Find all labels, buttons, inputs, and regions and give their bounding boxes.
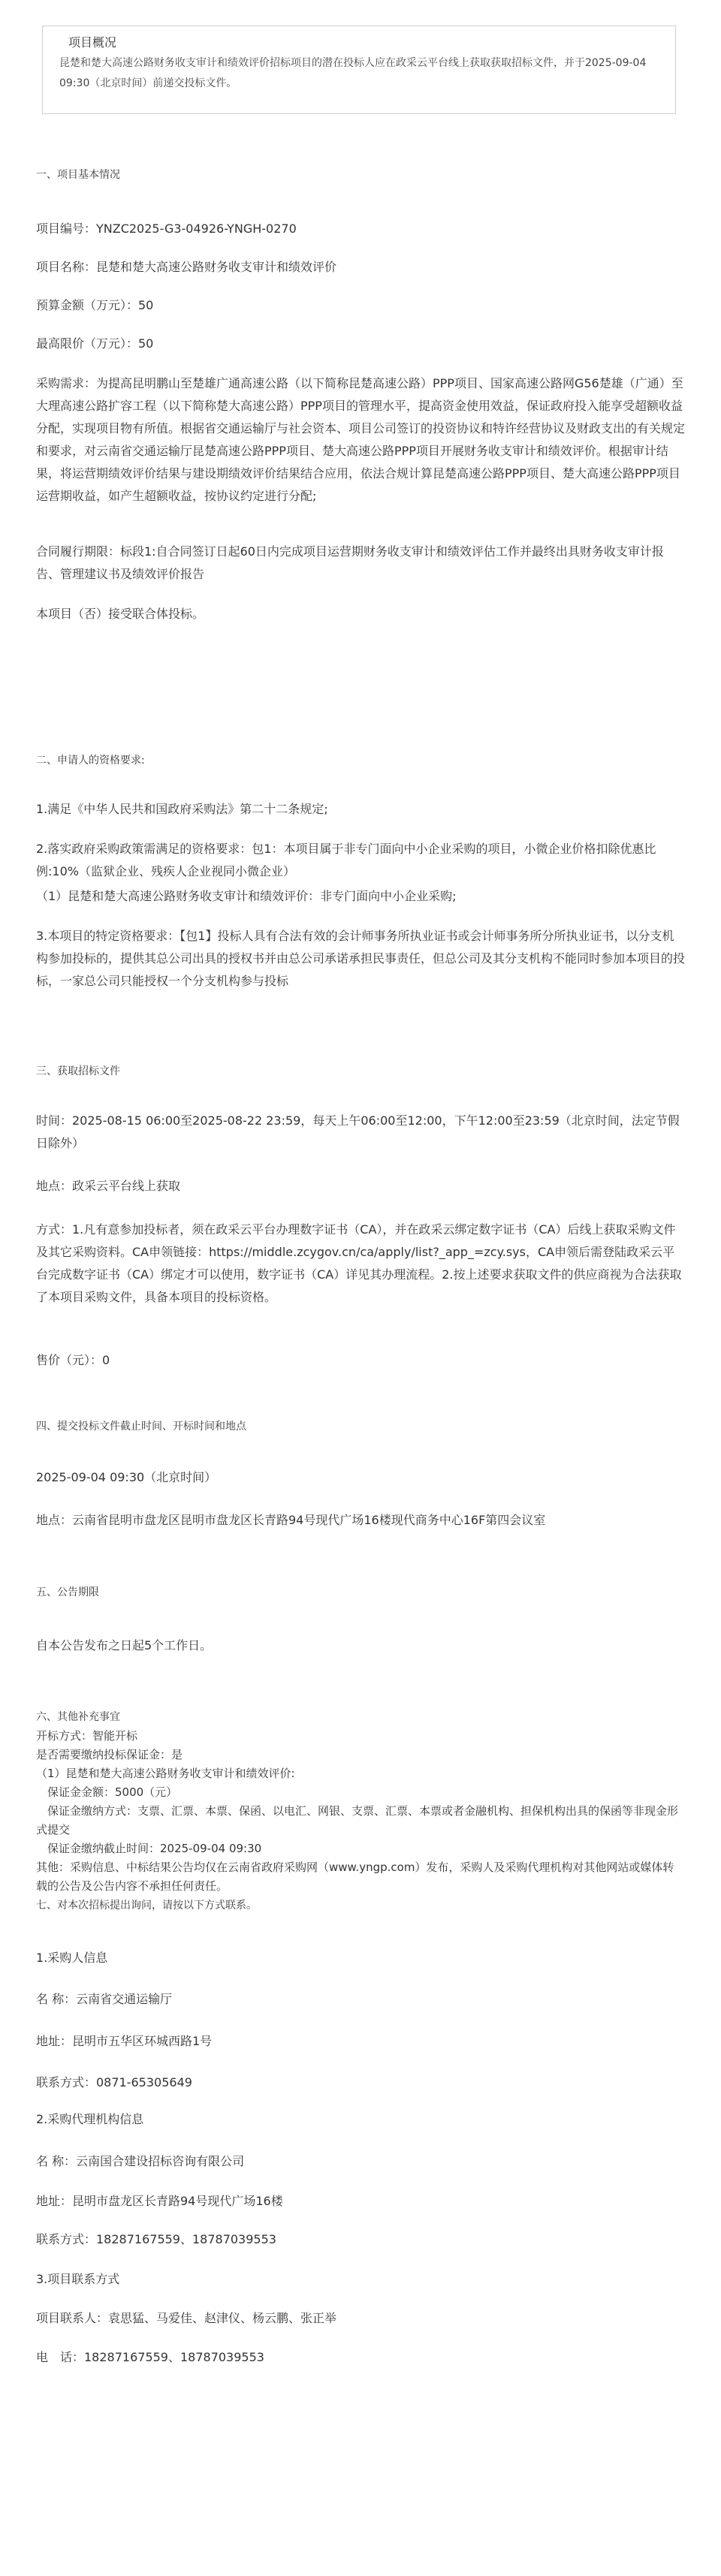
info-line: 其他：采购信息、中标结果公告均仅在云南省政府采购网（www.yngp.com）发布，采购人及采购代理机构对其他网站或媒体转载的公告及公告内容不承担任何责任。 (36, 1860, 674, 1893)
info-line: 保证金缴纳方式：支票、汇票、本票、保函、以电汇、网银、支票、汇票、本票或者金融机构、担保机构出具的保函等非现金形式提交 (36, 1804, 679, 1836)
project-name: 项目名称：昆楚和楚大高速公路财务收支审计和绩效评价 (36, 260, 337, 274)
contract-period: 合同履行期限：标段1:自合同签订日起60日内完成项目运营期财务收支审计和绩效评估工作并最终出具财务收支审计报告、管理建议书及绩效评价报告 (36, 544, 664, 581)
project-number: 项目编号：YNZC2025-G3-04926-YNGH-0270 (36, 221, 297, 236)
buyer-info-title: 1.采购人信息 (36, 1951, 108, 1965)
section1-heading: 一、项目基本情况 (36, 169, 120, 181)
bid-place: 地点：云南省昆明市盘龙区昆明市盘龙区长青路94号现代广场16楼现代商务中心16F第四会议室 (36, 1513, 546, 1527)
qualification-item-3: 3.本项目的特定资格要求：【包1】投标人具有合法有效的会计师事务所执业证书或会计师事务所分所执业证书，以分支机构参加投标的，提供其总公司出具的授权书并由总公司承诺承担民事责任，但总公司及其分支机构不能同时参加本项目的投标，一家总公司只能授权一个分支机构参与投标 (36, 929, 686, 988)
info-line: 保证金缴纳截止时间：2025-09-04 09:30 (36, 1842, 262, 1855)
info-line: 保证金金额：5000（元） (36, 1785, 178, 1799)
max-price: 最高限价（万元）：50 (36, 336, 154, 351)
qualification-item-2: 2.落实政府采购政策需满足的资格要求：包1：本项目属于非专门面向中小企业采购的项目，小微企业价格扣除优惠比例:10%（监狱企业、残疾人企业视同小微企业） (36, 842, 656, 878)
supplementary-info (36, 1727, 685, 1896)
agency-name: 名 称：云南国合建设招标咨询有限公司 (36, 2154, 245, 2168)
buyer-contact: 联系方式：0871-65305649 (36, 2075, 192, 2089)
buyer-address: 地址：昆明市五华区环城西路1号 (36, 2034, 213, 2048)
info-line: 是否需要缴纳投标保证金：是 (36, 1748, 183, 1761)
section3-heading: 三、获取招标文件 (36, 1065, 120, 1077)
info-line: （1）昆楚和楚大高速公路财务收支审计和绩效评价: (36, 1767, 295, 1780)
document-time: 时间：2025-08-15 06:00至2025-08-22 23:59，每天上午06:00至12:00，下午12:00至23:59（北京时间，法定节假日除外） (36, 1113, 680, 1150)
agency-info-title: 2.采购代理机构信息 (36, 2112, 144, 2126)
project-contact-title: 3.项目联系方式 (36, 2272, 120, 2286)
section6-heading: 六、其他补充事宜 (36, 1711, 120, 1723)
project-contact-people: 项目联系人：袁思猛、马爱佳、赵津仪、杨云鹏、张正举 (36, 2311, 337, 2325)
document-place: 地点：政采云平台线上获取 (36, 1179, 181, 1193)
consortium-note: 本项目（否）接受联合体投标。 (36, 607, 205, 621)
overview-text: 昆楚和楚大高速公路财务收支审计和绩效评价招标项目的潜在投标人应在政采云平台线上获取获取招标文件，并于2025-09-04 09:30（北京时间）前递交投标文件。 (59, 57, 647, 89)
section4-heading: 四、提交投标文件截止时间、开标时间和地点 (36, 1421, 246, 1433)
section7-heading: 七、对本次招标提出询问，请按以下方式联系。 (36, 1900, 257, 1912)
buyer-name: 名 称：云南省交通运输厅 (36, 1992, 173, 2006)
bid-deadline: 2025-09-04 09:30（北京时间） (36, 1470, 217, 1484)
procurement-demand: 采购需求：为提高昆明鹏山至楚雄广通高速公路（以下简称昆楚高速公路）PPP项目、国家高速公路网G56楚雄（广通）至大理高速公路扩容工程（以下简称楚大高速公路）PPP项目的管理水平，提高资金使用效益，保证政府投入能享受超额收益分配，实现项目物有所值。根据省交通运输厅与社会资本、项目公司签订的投资协议和特许经营协议及财政支出的有关规定和要求，对云南省交通运输厅昆楚高速公路PPP项目、楚大高速公路PPP项目开展财务收支审计和绩效评价。根据审计结果，将运营期绩效评价结果与建设期绩效评价结果结合应用，依法合规计算昆楚高速公路PPP项目、楚大高速公路PPP项目运营期收益，如产生超额收益，按协议约定进行分配; (36, 376, 686, 503)
document-method: 方式：1.凡有意参加投标者，须在政采云平台办理数字证书（CA），并在政采云绑定数字证书（CA）后线上获取采购文件及其它采购资料。CA申领链接：https://middle.zcygov.cn/ca/apply/list?_app_=zcy.sys，CA申领后需登陆政采云平台完成数字证书（CA）绑定才可以使用，数字证书（CA）详见其办理流程。2.按上述要求获取文件的供应商视为合法获取了本项目采购文件，具备本项目的投标资格。 (36, 1222, 682, 1304)
info-line: 开标方式：智能开标 (36, 1729, 138, 1743)
notice-period: 自本公告发布之日起5个工作日。 (36, 1638, 213, 1653)
section2-heading: 二、申请人的资格要求: (36, 755, 145, 767)
agency-contact: 联系方式：18287167559、18787039553 (36, 2232, 276, 2246)
section5-heading: 五、公告期限 (36, 1586, 99, 1598)
project-overview-box (42, 26, 676, 114)
project-contact-phone: 电 话：18287167559、18787039553 (36, 2350, 264, 2364)
document-price: 售价（元）：0 (36, 1353, 110, 1367)
qualification-item-2-sub: （1）昆楚和楚大高速公路财务收支审计和绩效评价：非专门面向中小企业采购; (36, 889, 457, 903)
overview-title: 项目概况 (68, 35, 117, 50)
budget-amount: 预算金额（万元）：50 (36, 298, 154, 312)
qualification-item-1: 1.满足《中华人民共和国政府采购法》第二十二条规定; (36, 802, 328, 816)
agency-address: 地址：昆明市盘龙区长青路94号现代广场16楼 (36, 2194, 283, 2208)
